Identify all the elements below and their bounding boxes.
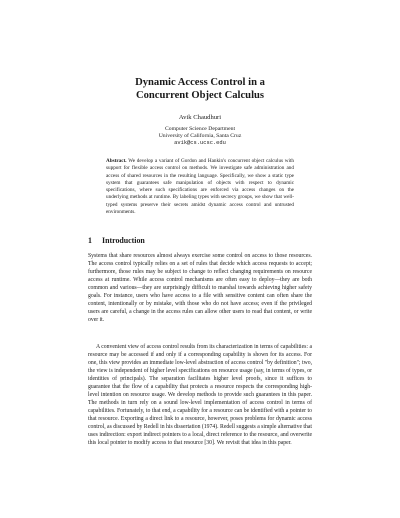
section-heading	[88, 236, 318, 246]
section-title: Introduction	[102, 236, 145, 245]
affiliation-department: Computer Science Department	[164, 126, 236, 132]
author-email[interactable]: avik@cs.ucsc.edu	[174, 140, 226, 147]
paper-title	[0, 76, 400, 102]
section-number: 1	[88, 236, 92, 245]
title-line-2: Concurrent Object Calculus	[135, 90, 265, 101]
affiliation	[0, 126, 400, 148]
abstract-text: We develop a variant of Gordon and Hankin's concurrent object calculus with support for flexible access control on methods. We investigate safe administration and access of shared resources in the resulting language. Specifically, we show a static type system that guarantees safe manipulation of objects with respect to dynamic specifications, where such specifications are enforced via access changes on the underlying methods at runtime. By labeling types with secrecy groups, we show that well-typed systems preserve their secrets amidst dynamic access control and untrusted environments.	[106, 158, 294, 215]
abstract	[106, 158, 294, 216]
title-line-1: Dynamic Access Control in a	[135, 77, 265, 88]
intro-paragraph-1: Systems that share resources almost always exercise some control on access to those resources. The access control typically relies on a set of rules that decide which access requests to accept; furthermore, those rules may be subject to change to reflect changing requirements on resource access at runtime. While access control mechanisms are often easy to deploy—they are both common and various—they are surprisingly difficult to marshal towards achieving higher safety goals. For instance, users who have access to a file with sensitive content can often share the content, intentionally or by mistake, with those who do not have access; even if the privileged users are careful, a change in the access rules can allow other users to read that content, or write over it.	[88, 253, 312, 323]
affiliation-university: University of California, Santa Cruz	[158, 133, 242, 140]
author-name: Avik Chaudhuri	[178, 114, 222, 121]
abstract-label: Abstract.	[106, 158, 127, 164]
intro-paragraph-2: A convenient view of access control results from its characterization in terms of capabilities: a resource may be accessed if and only if a corresponding capability is shown for its access. For one, this view provides an immediate low-level abstraction of access control "by definition"; two, the view is independent of higher level specifications on resource usage (say, in terms of types, or identities of principals). The separation facilitates higher level proofs, since it suffices to guarantee that the flow of a capability that protects a resource respects the corresponding high-level intention on resource usage. We develop methods to provide such guarantees in this paper. The methods in turn rely on a sound low-level implementation of access control in terms of capabilities. Fortunately, to that end, a capability for a resource can be identified with a pointer to that resource. Exporting a direct link to a resource, however, poses problems for dynamic access control, as discussed by Redell in his dissertation (1974). Redell suggests a simple alternative that uses indirection: export indirect pointers to a local, direct reference to the resource, and overwrite this local pointer to modify access to that resource [30]. We revisit that idea in this paper.	[88, 344, 312, 446]
